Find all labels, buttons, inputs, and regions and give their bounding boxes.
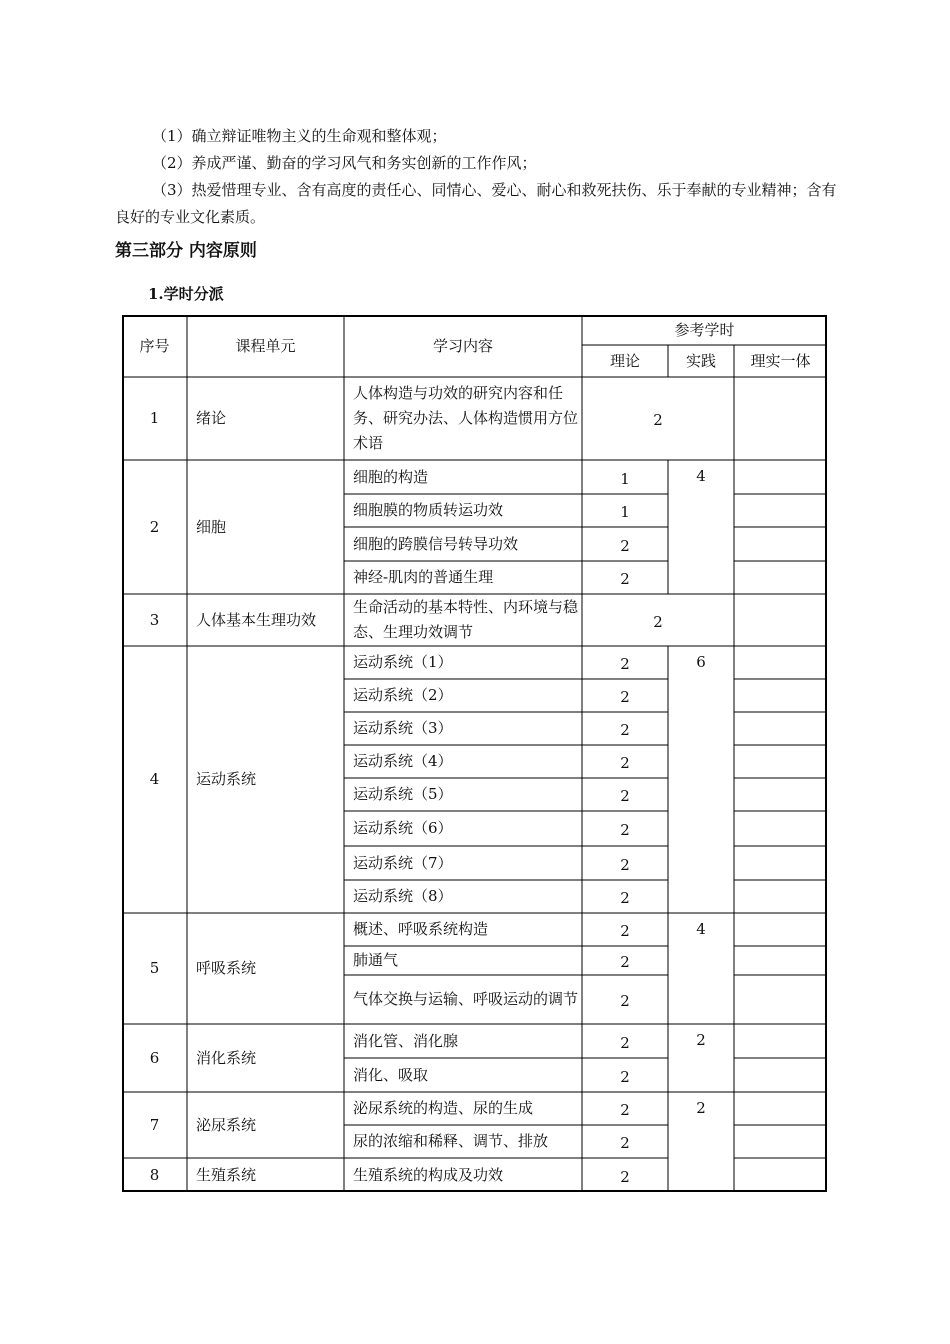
unit-cell: 人体基本生理功效	[196, 610, 317, 629]
theory-cell: 1	[620, 503, 630, 521]
section-title: 第三部分 内容原则	[115, 241, 257, 261]
theory-cell: 1	[620, 469, 630, 488]
header-unit: 课程单元	[235, 336, 296, 355]
content-cell: 运动系统（1）	[353, 653, 453, 671]
objective-paragraph-3: （3）热爱惜理专业、含有高度的责任心、同情心、爱心、耐心和救死扶伤、乐于奉献的专业精神；含有良好的专业文化素质。	[115, 181, 837, 226]
seq-cell: 2	[149, 517, 160, 536]
seq-cell: 6	[149, 1048, 160, 1067]
theory-cell: 2	[620, 922, 630, 940]
theory-cell: 2	[620, 992, 630, 1010]
theory-cell: 2	[620, 1067, 630, 1086]
unit-cell: 泌尿系统	[196, 1115, 257, 1134]
content-cell: 细胞的构造	[353, 467, 429, 486]
theory-cell: 2	[620, 754, 630, 772]
seq-cell: 5	[149, 959, 160, 977]
theory-cell: 2	[620, 855, 630, 874]
content-cell: 泌尿系统的构造、尿的生成	[353, 1099, 534, 1117]
header-theory: 理论	[609, 351, 640, 370]
content-cell: 消化管、消化腺	[353, 1031, 459, 1050]
objective-paragraph-2: （2）养成严谨、勤奋的学习风气和务实创新的工作作风；	[152, 154, 537, 172]
seq-cell: 4	[149, 770, 160, 788]
content-cell: 生殖系统的构成及功效	[353, 1165, 504, 1184]
unit-cell: 细胞	[196, 517, 227, 536]
content-cell: 运动系统（3）	[353, 719, 453, 737]
seq-cell: 3	[149, 610, 160, 629]
content-cell: 细胞膜的物质转运功效	[353, 501, 504, 519]
unit-cell: 绪论	[196, 409, 227, 427]
content-cell: 运动系统（6）	[353, 819, 453, 837]
theory-cell: 2	[620, 1134, 630, 1152]
content-cell: 气体交换与运输、呼吸运动的调节	[353, 990, 579, 1008]
unit-cell: 运动系统	[196, 770, 257, 788]
theory-cell: 2	[620, 688, 630, 706]
header-ref-hours: 参考学时	[674, 320, 735, 339]
practice-cell: 4	[696, 467, 706, 485]
content-cell: 概述、呼吸系统构造	[353, 920, 489, 938]
theory-cell: 2	[620, 721, 630, 739]
theory-cell: 2	[653, 612, 663, 631]
seq-cell: 1	[149, 409, 160, 427]
theory-cell: 2	[620, 787, 630, 805]
theory-cell: 2	[620, 570, 630, 588]
unit-cell: 消化系统	[196, 1048, 257, 1067]
content-cell: 肺通气	[353, 951, 399, 969]
objective-paragraph-1: （1）确立辩证唯物主义的生命观和整体观；	[152, 127, 447, 145]
unit-cell: 呼吸系统	[196, 959, 257, 977]
unit-cell: 生殖系统	[196, 1165, 257, 1184]
theory-cell: 2	[620, 1033, 630, 1052]
content-cell: 神经-肌肉的普通生理	[353, 568, 494, 586]
content-cell: 运动系统（5）	[353, 785, 453, 803]
content-cell: 生命活动的基本特性、内环境与稳态、生理功效调节	[353, 598, 579, 641]
header-seq: 序号	[139, 336, 170, 355]
theory-cell: 2	[620, 821, 630, 839]
header-content: 学习内容	[432, 336, 493, 355]
theory-cell: 2	[620, 536, 630, 555]
seq-cell: 8	[149, 1165, 160, 1184]
theory-cell: 2	[620, 1101, 630, 1119]
content-cell: 人体构造与功效的研究内容和任务、研究办法、人体构造惯用方位术语	[353, 384, 579, 452]
subsection-title: 1.学时分派	[148, 285, 224, 303]
theory-cell: 2	[620, 889, 630, 907]
content-cell: 消化、吸取	[353, 1065, 429, 1084]
practice-cell: 6	[696, 653, 706, 671]
practice-cell: 4	[696, 920, 706, 938]
seq-cell: 7	[149, 1115, 160, 1134]
content-cell: 运动系统（8）	[353, 887, 453, 905]
content-cell: 运动系统（2）	[353, 686, 453, 704]
theory-cell: 2	[620, 655, 630, 673]
content-cell: 运动系统（7）	[353, 853, 453, 872]
theory-cell: 2	[620, 1167, 630, 1186]
theory-cell: 2	[653, 411, 663, 429]
header-practice: 实践	[685, 351, 716, 370]
practice-cell: 2	[696, 1099, 706, 1117]
practice-cell: 2	[696, 1031, 706, 1049]
content-cell: 运动系统（4）	[353, 752, 453, 770]
header-integrated: 理实一体	[750, 351, 811, 370]
content-cell: 细胞的跨膜信号转导功效	[353, 534, 519, 553]
theory-cell: 2	[620, 953, 630, 971]
content-cell: 尿的浓缩和稀释、调节、排放	[353, 1132, 549, 1150]
